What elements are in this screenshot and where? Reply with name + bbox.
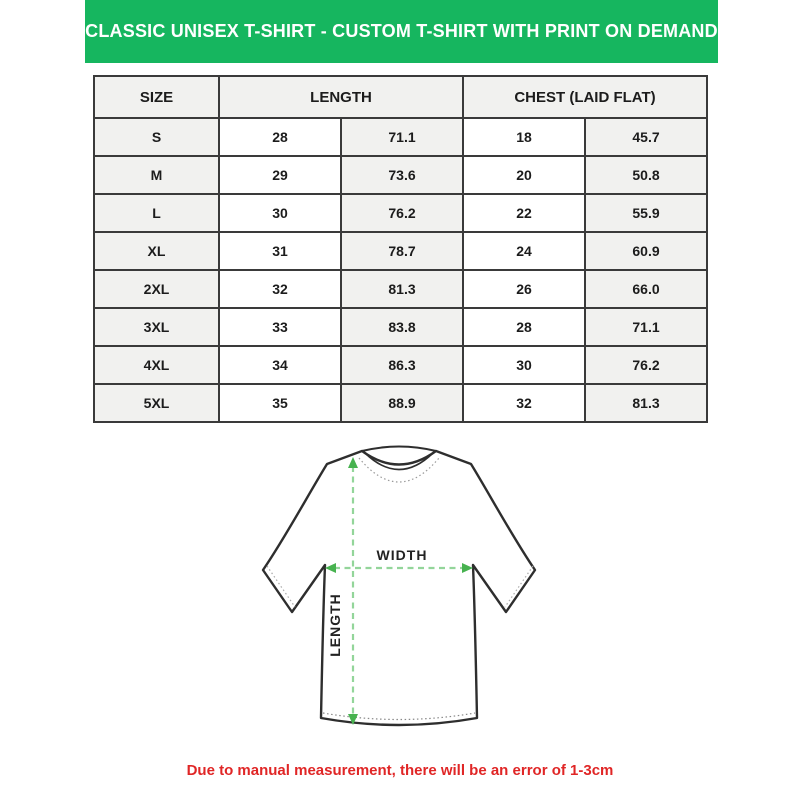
chest-in-cell: 24 xyxy=(463,232,585,270)
tshirt-diagram xyxy=(230,420,570,760)
length-in-cell: 35 xyxy=(219,384,341,422)
size-cell: XL xyxy=(94,232,219,270)
length-cm-cell: 76.2 xyxy=(341,194,463,232)
chest-cm-cell: 45.7 xyxy=(585,118,707,156)
chest-cm-cell: 66.0 xyxy=(585,270,707,308)
length-in-cell: 33 xyxy=(219,308,341,346)
chest-in-cell: 20 xyxy=(463,156,585,194)
size-cell: 2XL xyxy=(94,270,219,308)
length-cm-cell: 73.6 xyxy=(341,156,463,194)
table-row xyxy=(94,346,707,384)
size-cell: S xyxy=(94,118,219,156)
width-label: WIDTH xyxy=(376,547,428,563)
size-column-header: SIZE xyxy=(94,76,219,118)
chest-in-cell: 18 xyxy=(463,118,585,156)
size-cell: 3XL xyxy=(94,308,219,346)
size-cell: 5XL xyxy=(94,384,219,422)
table-row xyxy=(94,118,707,156)
chest-column-header: CHEST (LAID FLAT) xyxy=(463,76,707,118)
length-cm-cell: 81.3 xyxy=(341,270,463,308)
chest-cm-cell: 71.1 xyxy=(585,308,707,346)
length-in-cell: 31 xyxy=(219,232,341,270)
banner-title: CLASSIC UNISEX T-SHIRT - CUSTOM T-SHIRT WITH PRINT ON DEMAND xyxy=(85,21,718,41)
length-cm-cell: 78.7 xyxy=(341,232,463,270)
table-row xyxy=(94,194,707,232)
table-row xyxy=(94,156,707,194)
size-cell: 4XL xyxy=(94,346,219,384)
length-in-cell: 30 xyxy=(219,194,341,232)
measurement-note: Due to manual measurement, there will be an error of 1-3cm xyxy=(186,762,614,779)
chest-in-cell: 26 xyxy=(463,270,585,308)
length-cm-cell: 71.1 xyxy=(341,118,463,156)
length-in-cell: 28 xyxy=(219,118,341,156)
chest-in-cell: 30 xyxy=(463,346,585,384)
chest-cm-cell: 55.9 xyxy=(585,194,707,232)
table-row xyxy=(94,232,707,270)
length-cm-cell: 83.8 xyxy=(341,308,463,346)
size-cell: M xyxy=(94,156,219,194)
chest-in-cell: 28 xyxy=(463,308,585,346)
table-row xyxy=(94,308,707,346)
chest-in-cell: 32 xyxy=(463,384,585,422)
length-column-header: LENGTH xyxy=(219,76,463,118)
table-row xyxy=(94,384,707,422)
length-cm-cell: 86.3 xyxy=(341,346,463,384)
table-row xyxy=(94,270,707,308)
banner xyxy=(85,0,718,63)
chest-cm-cell: 81.3 xyxy=(585,384,707,422)
chest-in-cell: 22 xyxy=(463,194,585,232)
table-header-row xyxy=(94,76,707,118)
size-table xyxy=(93,75,708,423)
length-label: LENGTH xyxy=(327,593,343,657)
chest-cm-cell: 60.9 xyxy=(585,232,707,270)
length-in-cell: 34 xyxy=(219,346,341,384)
tshirt-outline xyxy=(263,447,535,726)
length-in-cell: 32 xyxy=(219,270,341,308)
chest-cm-cell: 50.8 xyxy=(585,156,707,194)
chest-cm-cell: 76.2 xyxy=(585,346,707,384)
length-cm-cell: 88.9 xyxy=(341,384,463,422)
length-in-cell: 29 xyxy=(219,156,341,194)
size-cell: L xyxy=(94,194,219,232)
